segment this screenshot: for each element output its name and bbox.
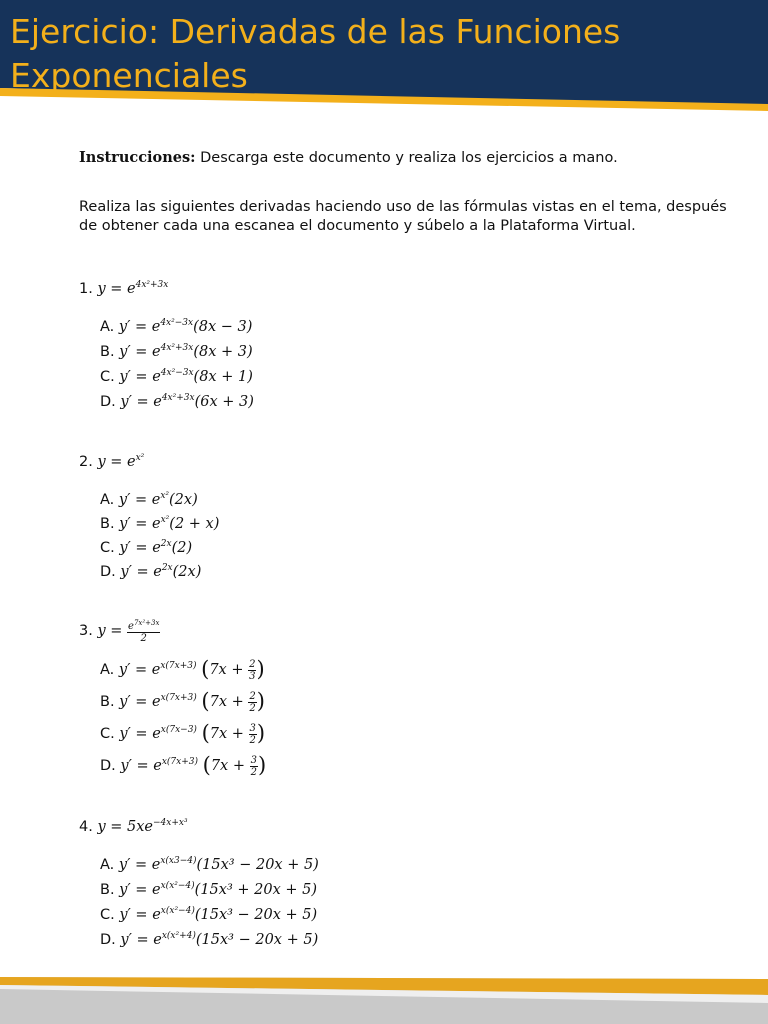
- option-d[interactable]: D. $y' = e^{x(7x+3)}$ (7x + $\frac{3}{2}$ ): [100, 753, 267, 778]
- option-letter: A.: [100, 857, 115, 873]
- intro-paragraph: Realiza las siguientes derivadas haciendo uso de las fórmulas vistas en el tema, después de obtener cada una escanea el documento y súbelo a la Plataforma Virtual.: [79, 199, 727, 234]
- question-4: [79, 814, 739, 951]
- option-a[interactable]: A. $y' = e^{4x^2-3x}(8x - 3)$: [100, 318, 253, 335]
- option-a[interactable]: A. $y' = e^{x(7x+3)}$ (7x + $\frac{2}{3}$ ): [100, 657, 265, 682]
- question-number: 3.: [79, 623, 93, 639]
- option-letter: C.: [100, 369, 115, 385]
- option-c[interactable]: C. $y' = e^{x(7x-3)}$ (7x + $\frac{3}{2}$ ): [100, 721, 266, 746]
- options-list: [100, 486, 739, 582]
- question-expression: y = $\frac{e^{7x^2+3x}}{2}$: [97, 619, 160, 644]
- instructions-text: Descarga este documento y realiza los ejercicios a mano.: [195, 150, 618, 166]
- question-stem: [79, 618, 739, 644]
- question-2: [79, 449, 739, 582]
- document-body: [79, 148, 739, 951]
- option-c[interactable]: C. $y' = e^{x(x^2-4)}(15x^3 - 20x + 5)$: [100, 906, 318, 923]
- question-number: 1.: [79, 281, 93, 297]
- question-expression: $y = 5xe^{-4x+x^3}$: [97, 818, 188, 835]
- footer-banner: [0, 965, 768, 1024]
- option-a[interactable]: A. $y' = e^{x^2}(2x)$: [100, 491, 198, 508]
- option-letter: A.: [100, 662, 115, 678]
- option-b[interactable]: B. $y' = e^{x^2}(2 + x)$: [100, 515, 220, 532]
- instructions-label: Instrucciones:: [79, 149, 196, 166]
- option-d[interactable]: D. $y' = e^{2x}(2x)$: [100, 563, 202, 580]
- instructions: [79, 148, 739, 168]
- option-letter: B.: [100, 694, 115, 710]
- option-letter: D.: [100, 932, 116, 948]
- option-d[interactable]: D. $y' = e^{4x^2+3x}(6x + 3)$: [100, 393, 254, 410]
- option-letter: A.: [100, 492, 115, 508]
- option-letter: C.: [100, 540, 115, 556]
- page-footer: [0, 965, 768, 1024]
- option-letter: B.: [100, 344, 115, 360]
- question-expression: $y = e^{x^2}$: [97, 453, 145, 470]
- options-list: [100, 313, 739, 413]
- option-b[interactable]: B. $y' = e^{4x^2+3x}(8x + 3)$: [100, 343, 253, 360]
- question-number: 2.: [79, 454, 93, 470]
- option-d[interactable]: D. $y' = e^{x(x^2+4)}(15x^3 - 20x + 5)$: [100, 931, 319, 948]
- options-list: [100, 851, 739, 951]
- option-letter: C.: [100, 907, 115, 923]
- option-letter: B.: [100, 882, 115, 898]
- option-b[interactable]: B. $y' = e^{x(x^2-4)}(15x^3 + 20x + 5)$: [100, 881, 318, 898]
- question-3: [79, 618, 739, 780]
- page-title: Ejercicio: Derivadas de las Funciones Exponenciales: [10, 12, 621, 95]
- option-c[interactable]: C. $y' = e^{2x}(2)$: [100, 539, 193, 556]
- question-stem: [79, 814, 739, 837]
- question-expression: $y = e^{4x^2+3x}$: [97, 280, 169, 297]
- question-stem: [79, 276, 739, 299]
- option-letter: D.: [100, 758, 116, 774]
- option-letter: A.: [100, 319, 115, 335]
- question-stem: [79, 449, 739, 472]
- option-letter: B.: [100, 516, 115, 532]
- option-a[interactable]: A. $y' = e^{x(x3-4)}(15x^3 - 20x + 5)$: [100, 856, 319, 873]
- question-number: 4.: [79, 819, 93, 835]
- option-c[interactable]: C. $y' = e^{4x^2-3x}(8x + 1)$: [100, 368, 253, 385]
- option-letter: D.: [100, 564, 116, 580]
- option-letter: D.: [100, 394, 116, 410]
- question-1: [79, 276, 739, 413]
- page-header: [0, 0, 768, 116]
- options-list: [100, 652, 739, 780]
- option-letter: C.: [100, 726, 115, 742]
- option-b[interactable]: B. $y' = e^{x(7x+3)}$ (7x + $\frac{2}{2}$ ): [100, 689, 265, 714]
